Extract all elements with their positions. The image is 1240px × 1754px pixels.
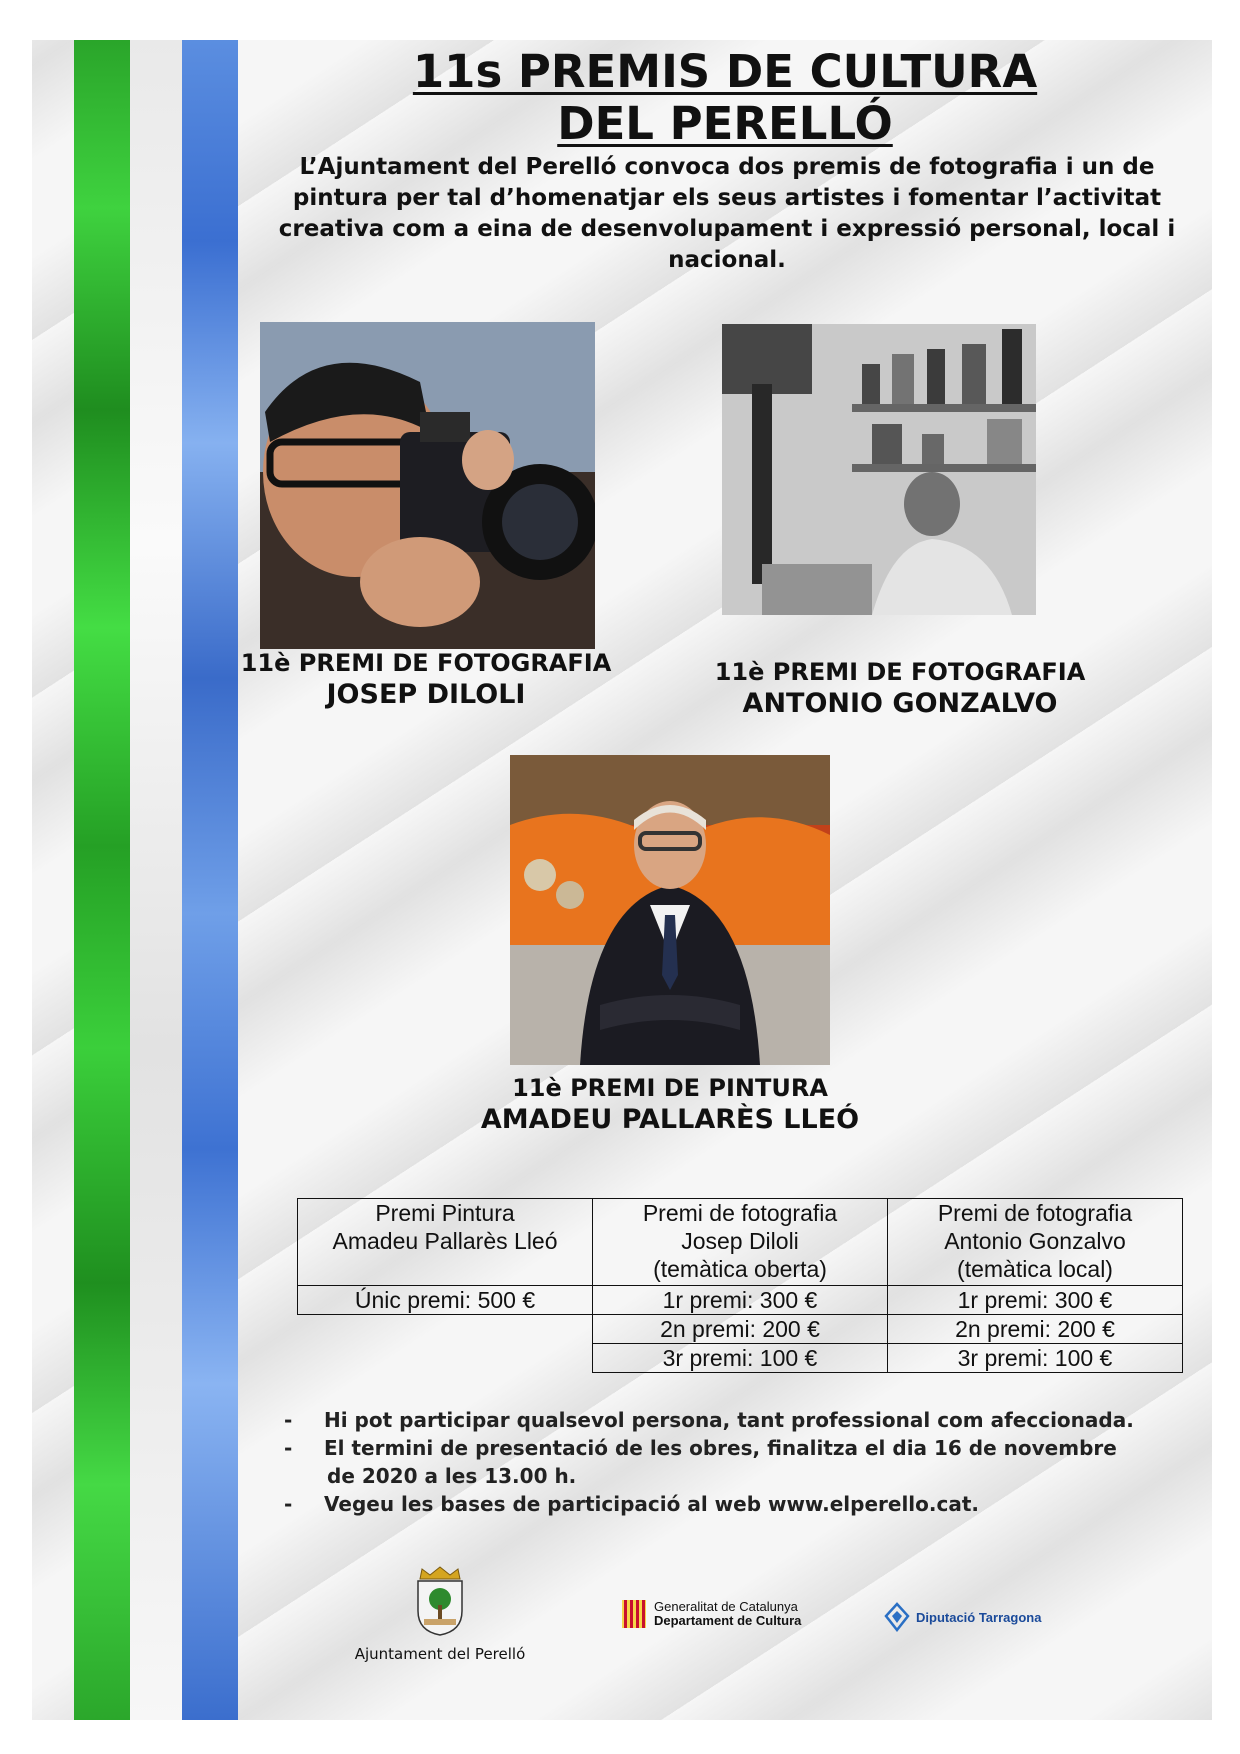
generalitat-text: [654, 1600, 801, 1628]
table-cell: Únic premi: 500 €: [298, 1286, 593, 1315]
diputacio-label: Diputació Tarragona: [916, 1609, 1042, 1625]
bullet-dash: -: [284, 1436, 293, 1460]
bullet-dash: -: [284, 1408, 293, 1432]
table-cell-empty: [298, 1315, 593, 1344]
header-cell-photo-diloli: [593, 1199, 888, 1286]
header-line: (temàtica local): [957, 1256, 1113, 1282]
table-header-row: [298, 1199, 1183, 1286]
caption-antonio-gonzalvo: [690, 657, 1110, 721]
table-row: [298, 1315, 1183, 1344]
prize-label: 11è PREMI DE FOTOGRAFIA: [714, 658, 1086, 686]
prize-label: 11è PREMI DE PINTURA: [512, 1074, 828, 1102]
note-text-continued: de 2020 a les 13.00 h.: [327, 1464, 577, 1488]
list-item: [284, 1434, 1184, 1462]
table-cell: 3r premi: 100 €: [593, 1344, 888, 1373]
header-cell-painting: [298, 1199, 593, 1286]
logo-ajuntament: [340, 1565, 540, 1663]
table-cell: 2n premi: 200 €: [593, 1315, 888, 1344]
table-cell: 2n premi: 200 €: [888, 1315, 1183, 1344]
table-row: [298, 1344, 1183, 1373]
prizes-table: [297, 1198, 1183, 1373]
header-line: Amadeu Pallarès Lleó: [332, 1228, 558, 1254]
title-line-1: 11s PREMIS DE CULTURA: [412, 45, 1038, 98]
header-cell-photo-gonzalvo: [888, 1199, 1183, 1286]
notes-list: [284, 1406, 1184, 1518]
white-stripe: [130, 40, 182, 1720]
header-line: Antonio Gonzalvo: [944, 1228, 1126, 1254]
header-line: Premi de fotografia: [937, 1200, 1133, 1226]
logo-diputacio: [884, 1602, 1041, 1632]
header-line: Premi de fotografia: [642, 1200, 838, 1226]
title-line-2: DEL PERELLÓ: [557, 97, 893, 150]
caption-josep-diloli: [226, 648, 626, 712]
prize-name: AMADEU PALLARÈS LLEÓ: [480, 1104, 860, 1135]
generalitat-line-2: Departament de Cultura: [654, 1613, 802, 1628]
header-line: Josep Diloli: [681, 1228, 799, 1254]
prize-name: ANTONIO GONZALVO: [742, 688, 1058, 719]
prize-label: 11è PREMI DE FOTOGRAFIA: [240, 649, 612, 677]
coat-of-arms-icon: [412, 1565, 468, 1637]
ajuntament-label: Ajuntament del Perelló: [354, 1645, 526, 1663]
prize-name: JOSEP DILOLI: [326, 679, 526, 710]
photo-josep-diloli: [260, 322, 595, 649]
table-cell-empty: [298, 1344, 593, 1373]
page-title: [380, 46, 1070, 150]
list-item: [284, 1406, 1184, 1434]
list-item: [284, 1490, 1184, 1518]
note-text: Hi pot participar qualsevol persona, tant professional com afeccionada.: [324, 1408, 1134, 1432]
table-cell: 3r premi: 100 €: [888, 1344, 1183, 1373]
generalitat-line-1: Generalitat de Catalunya: [654, 1599, 798, 1614]
photo-amadeu-pallares: [510, 755, 830, 1065]
header-line: (temàtica oberta): [653, 1256, 827, 1282]
note-text: El termini de presentació de les obres, finalitza el dia 16 de novembre: [324, 1436, 1117, 1460]
bullet-dash: -: [284, 1492, 293, 1516]
blue-stripe: [182, 40, 238, 1720]
green-stripe: [74, 40, 130, 1720]
table-cell: 1r premi: 300 €: [888, 1286, 1183, 1315]
note-text: Vegeu les bases de participació al web www.elperello.cat.: [324, 1492, 980, 1516]
table-row: [298, 1286, 1183, 1315]
header-line: Premi Pintura: [375, 1200, 515, 1226]
diputacio-icon: [884, 1602, 910, 1632]
photo-antonio-gonzalvo: [722, 324, 1036, 615]
intro-text: L’Ajuntament del Perelló convoca dos premis de fotografia i un de pintura per tal d’homenatjar els seus artistes i fomentar l’activitat creativa com a eina de desenvolupament i expressió personal, local i nacional.: [278, 154, 1176, 273]
logo-generalitat: [622, 1600, 801, 1628]
table-cell: 1r premi: 300 €: [593, 1286, 888, 1315]
caption-amadeu-pallares: [430, 1073, 910, 1137]
senyera-icon: [622, 1600, 646, 1628]
